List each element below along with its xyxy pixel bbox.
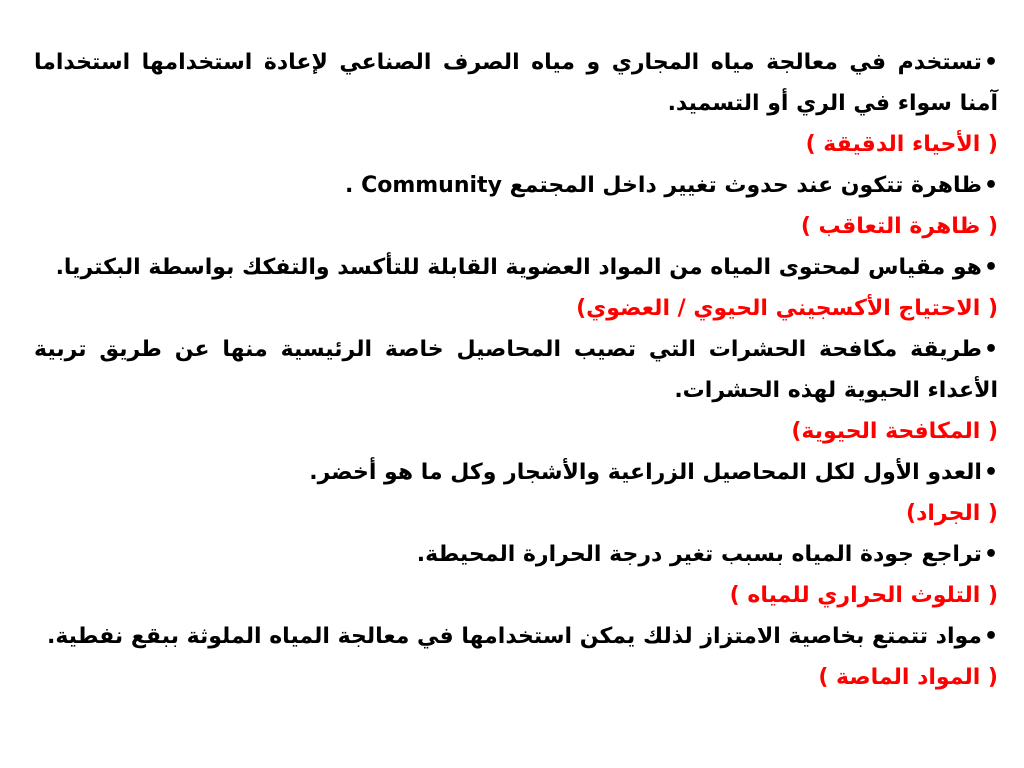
bullet-icon: • <box>983 255 998 280</box>
question-4 <box>34 329 998 411</box>
bullet-icon: • <box>983 460 998 485</box>
question-5 <box>34 452 998 493</box>
answer-1: ( الأحياء الدقيقة ) <box>805 132 998 157</box>
question-5-text: العدو الأول لكل المحاصيل الزراعية والأشجار وكل ما هو أخضر. <box>309 460 982 485</box>
answer-6: ( التلوث الحراري للمياه ) <box>729 583 998 608</box>
bullet-icon: • <box>983 173 998 198</box>
bullet-icon: • <box>983 624 998 649</box>
question-6 <box>34 534 998 575</box>
answer-5: ( الجراد) <box>906 501 998 526</box>
question-7 <box>34 616 998 657</box>
question-6-text: تراجع جودة المياه بسبب تغير درجة الحرارة المحيطة. <box>416 542 982 567</box>
question-4-text: طريقة مكافحة الحشرات التي تصيب المحاصيل خاصة الرئيسية منها عن طريق تربية الأعداء الحيوية لهذه الحشرات. <box>34 337 998 403</box>
bullet-icon: • <box>983 542 998 567</box>
question-2 <box>34 165 998 206</box>
question-2-text: ظاهرة تتكون عند حدوث تغيير داخل المجتمع Community . <box>345 173 982 198</box>
answer-2: ( ظاهرة التعاقب ) <box>800 214 998 239</box>
question-3 <box>34 247 998 288</box>
question-3-text: هو مقياس لمحتوى المياه من المواد العضوية القابلة للتأكسد والتفكك بواسطة البكتريا. <box>55 255 982 280</box>
answer-7: ( المواد الماصة ) <box>818 665 998 690</box>
bullet-icon: • <box>983 50 998 75</box>
question-1 <box>34 42 998 124</box>
bullet-icon: • <box>983 337 998 362</box>
question-1-text: تستخدم في معالجة مياه المجاري و مياه الصرف الصناعي لإعادة استخدامها استخداما آمنا سواء في الري أو التسميد. <box>34 50 998 116</box>
answer-3: ( الاحتياج الأكسجيني الحيوي / العضوي) <box>576 296 998 321</box>
answer-4: ( المكافحة الحيوية) <box>791 419 998 444</box>
question-7-text: مواد تتمتع بخاصية الامتزاز لذلك يمكن استخدامها في معالجة المياه الملوثة ببقع نفطية. <box>46 624 982 649</box>
